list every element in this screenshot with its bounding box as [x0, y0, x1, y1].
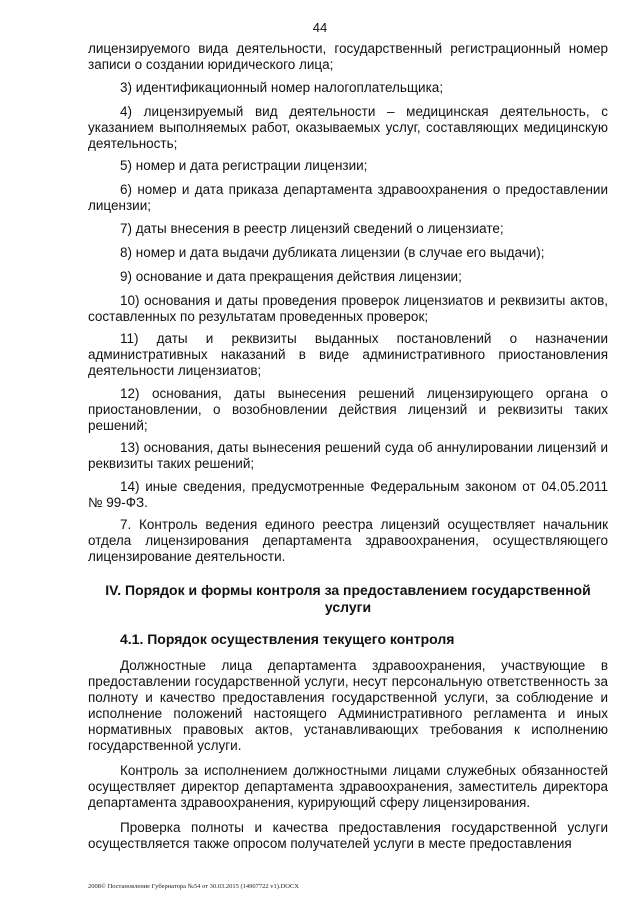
document-footer: 2008© Постановление Губернатора №54 от 30.03.2015 (14907722 v1).DOCX: [88, 883, 299, 890]
page-content: [88, 41, 608, 859]
list-item-10: 10) основания и даты проведения проверок лицензиатов и реквизиты актов, составленных по результатам проведенных проверок;: [88, 292, 608, 324]
section-heading: IV. Порядок и формы контроля за предоставлением государственной услуги: [105, 582, 591, 615]
list-item-8: 8) номер и дата выдачи дубликата лицензии (в случае его выдачи);: [120, 244, 545, 260]
paragraph-7: 7. Контроль ведения единого реестра лицензий осуществляет начальник отдела лицензирования департамента здравоохранения, осуществляющего лицензирование деятельности.: [88, 517, 608, 564]
section-paragraph-2: Контроль за исполнением должностными лицами служебных обязанностей осуществляет директор департамента здравоохранения, заместитель директора департамента здравоохранения, курирующий сферу лицензирования.: [88, 763, 608, 810]
list-item-14: 14) иные сведения, предусмотренные Федеральным законом от 04.05.2011 № 99-ФЗ.: [88, 478, 608, 510]
list-item-5: 5) номер и дата регистрации лицензии;: [120, 158, 368, 173]
page-number: 44: [312, 20, 328, 35]
section-paragraph-1: Должностные лица департамента здравоохранения, участвующие в предоставлении государственной услуги, несут персональную ответственность за полноту и качество предоставления государственной услуги, за соблюдение и исполнение положений настоящего Административного регламента и иных нормативных правовых актов, устанавливающих требования к исполнению государственной услуги.: [88, 658, 608, 753]
paragraph-continuation: лицензируемого вида деятельности, государственный регистрационный номер записи о создании юридического лица;: [88, 41, 608, 72]
list-item-9: 9) основание и дата прекращения действия лицензии;: [120, 268, 462, 284]
list-item-12: 12) основания, даты вынесения решений лицензирующего органа о приостановлении, о возобновлении действия лицензий и реквизиты таких решений;: [88, 385, 608, 433]
list-item-3: 3) идентификационный номер налогоплательщика;: [120, 79, 444, 95]
list-item-13: 13) основания, даты вынесения решений суда об аннулировании лицензий и реквизиты таких решений;: [88, 440, 608, 471]
list-item-11: 11) даты и реквизиты выданных постановлений о назначении административных наказаний в виде административного приостановления деятельности лицензиатов;: [88, 331, 608, 378]
list-item-6: 6) номер и дата приказа департамента здравоохранения о предоставлении лицензии;: [88, 182, 608, 213]
list-item-7: 7) даты внесения в реестр лицензий сведений о лицензиате;: [120, 220, 504, 236]
list-item-4: 4) лицензируемый вид деятельности – медицинская деятельность, с указанием выполняемых работ, оказываемых услуг, составляющих медицинскую деятельность;: [88, 103, 608, 151]
subsection-heading: 4.1. Порядок осуществления текущего контроля: [120, 631, 455, 647]
section-paragraph-3: Проверка полноты и качества предоставления государственной услуги осуществляется также опросом получателей услуги в месте предоставления: [88, 820, 608, 851]
